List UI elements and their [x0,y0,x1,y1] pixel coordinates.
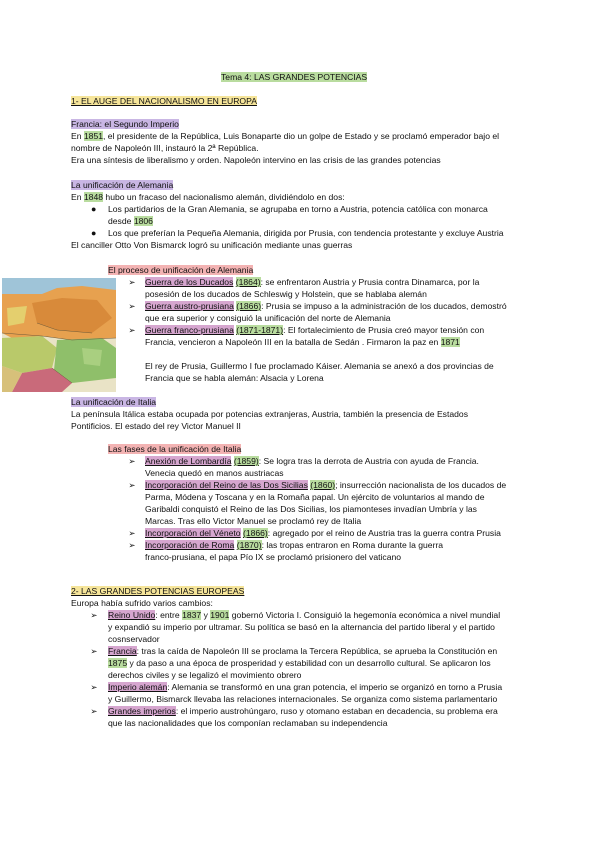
proceso-item2-line2: que era superior y consiguió la unificación del norte de Alemania [145,313,391,323]
bismarck-line: El canciller Otto Von Bismarck logró su unificación mediante unas guerras [71,240,353,250]
alemania-bullet1-line1: Los partidarios de la Gran Alemania, se agrupaba en torno a Austria, potencia católica con monarca [108,204,488,214]
section1-heading: 1- EL AUGE DEL NACIONALISMO EN EUROPA [71,96,257,106]
proceso-item2-line1: Guerra austro-prusiana (1866): Prusia se impuso a la administración de los ducados, demostró [145,301,507,311]
alemania-intro: En 1848 hubo un fracaso del nacionalismo alemán, dividiéndolo en dos: [71,192,345,202]
arrow-bullet-icon: ➢ [90,610,98,620]
italia-line2: Pontificios. El estado del rey Victor Manuel II [71,421,241,431]
fase2-line4: Marcas. Tras ello Victor Manuel se proclamó rey de Italia [145,516,362,526]
francia-subheading: Francia: el Segundo Imperio [71,119,179,129]
francia-line3: Era una síntesis de liberalismo y orden. Napoleón intervino en las crisis de las grandes potencias [71,155,441,165]
s2-intro: Europa había sufrido varios cambios: [71,598,213,608]
arrow-bullet-icon: ➢ [90,682,98,692]
proceso-item1-line2: posesión de los ducados de Schleswig y Holstein, que se hablaba alemán [145,289,427,299]
potencia1-line1: Reino Unido: entre 1837 y 1901 gobernó Victoria I. Consiguió la hegemonía económica a nivel mundial [108,610,501,620]
fase1-line2: Venecia quedó en manos austriacas [145,468,284,478]
kaiser-line2: Francia que se habla alemán: Alsacia y Lorena [145,373,324,383]
fase2-line3: Garibaldi conquistó el Reino de las Dos Sicilias, los piamonteses invadían Umbría y las [145,504,477,514]
arrow-bullet-icon: ➢ [128,480,136,490]
proceso-heading: El proceso de unificación de Alemania [108,265,254,275]
proceso-item3-line1: Guerra franco-prusiana (1871-1871): El fortalecimiento de Prusia creó mayor tensión con [145,325,485,335]
dot-bullet-icon: ● [91,204,97,214]
francia-line2: nombre de Napoleón III, instauró la 2ª República. [71,143,259,153]
proceso-item1-line1: Guerra de los Ducados (1864): se enfrentaron Austria y Prusia contra Dinamarca, por la [145,277,480,287]
francia-line1: En 1851, el presidente de la República, Luis Bonaparte dio un golpe de Estado y se proclamó emperador bajo el [71,131,500,141]
potencia4-line2: que las nacionalidades que los componían reclamaban su independencia [108,718,388,728]
proceso-item3-line2: Francia, vencieron a Napoleón III en la batalla de Sedán . Firmaron la paz en 1871 [145,337,460,347]
germany-unification-map [2,278,116,392]
alemania-subheading: La unificación de Alemania [71,180,174,190]
fase2-line2: Parma, Módena y Toscana y en la Romaña papal. Un ejército de voluntarios al mando de [145,492,485,502]
arrow-bullet-icon: ➢ [90,706,98,716]
potencia2-line1: Francia: tras la caída de Napoleón III se proclama la Tercera República, se aprueba la Constitución en [108,646,498,656]
italia-line1: La península Itálica estaba ocupada por potencias extranjeras, Austria, también la presencia de Estados [71,409,468,419]
kaiser-line1: El rey de Prusia, Guillermo I fue proclamado Káiser. Alemania se anexó a dos provincias de [145,361,494,371]
section2-heading: 2- LAS GRANDES POTENCIAS EUROPEAS [71,586,245,596]
doc-title: Tema 4: LAS GRANDES POTENCIAS [221,72,368,82]
fase4-line2: franco-prusiana, el papa Pío IX se proclamó prisionero del vaticano [145,552,402,562]
fase1-line1: Anexión de Lombardía (1859): Se logra tras la derrota de Austria con ayuda de Francia. [145,456,479,466]
arrow-bullet-icon: ➢ [128,528,136,538]
arrow-bullet-icon: ➢ [128,456,136,466]
fases-heading: Las fases de la unificación de Italia [108,444,242,454]
arrow-bullet-icon: ➢ [90,646,98,656]
alemania-bullet1-line2: desde 1806 [108,216,153,226]
fase2-line1: Incorporación del Reino de las Dos Sicilias (1860); insurrección nacionalista de los ducados de [145,480,507,490]
fase4-line1: Incorporación de Roma (1870): las tropas entraron en Roma durante la guerra [145,540,444,550]
arrow-bullet-icon: ➢ [128,325,136,335]
arrow-bullet-icon: ➢ [128,301,136,311]
potencia2-line3: derechos civiles y se legalizó el movimiento obrero [108,670,302,680]
dot-bullet-icon: ● [91,228,97,238]
fase3-line1: Incorporación del Véneto (1866): agregado por el reino de Austria tras la guerra contra Prusia [145,528,501,538]
potencia4-line1: Grandes imperios: el imperio austrohúngaro, ruso y otomano estaban en decadencia, su problema era [108,706,498,716]
potencia2-line2: 1875 y da paso a una época de prosperidad y estabilidad con un desarrollo cultural. Se aplicaron los [108,658,491,668]
potencia3-line2: y Guillermo, Bismarck llevaba las relaciones internacionales. Se organiza como sistema parlamentario [108,694,498,704]
potencia1-line3: cosnservador [108,634,160,644]
alemania-bullet2: Los que preferían la Pequeña Alemania, dirigida por Prusia, con tendencia protestante y excluye Austria [108,228,504,238]
arrow-bullet-icon: ➢ [128,277,136,287]
arrow-bullet-icon: ➢ [128,540,136,550]
potencia1-line2: y expandió su imperio por ultramar. Su política se basó en la alternancia del partido liberal y el partido [108,622,495,632]
italia-subheading: La unificación de Italia [71,397,157,407]
potencia3-line1: Imperio alemán: Alemania se transformó en una gran potencia, el imperio se organizó en torno a Prusia [108,682,503,692]
